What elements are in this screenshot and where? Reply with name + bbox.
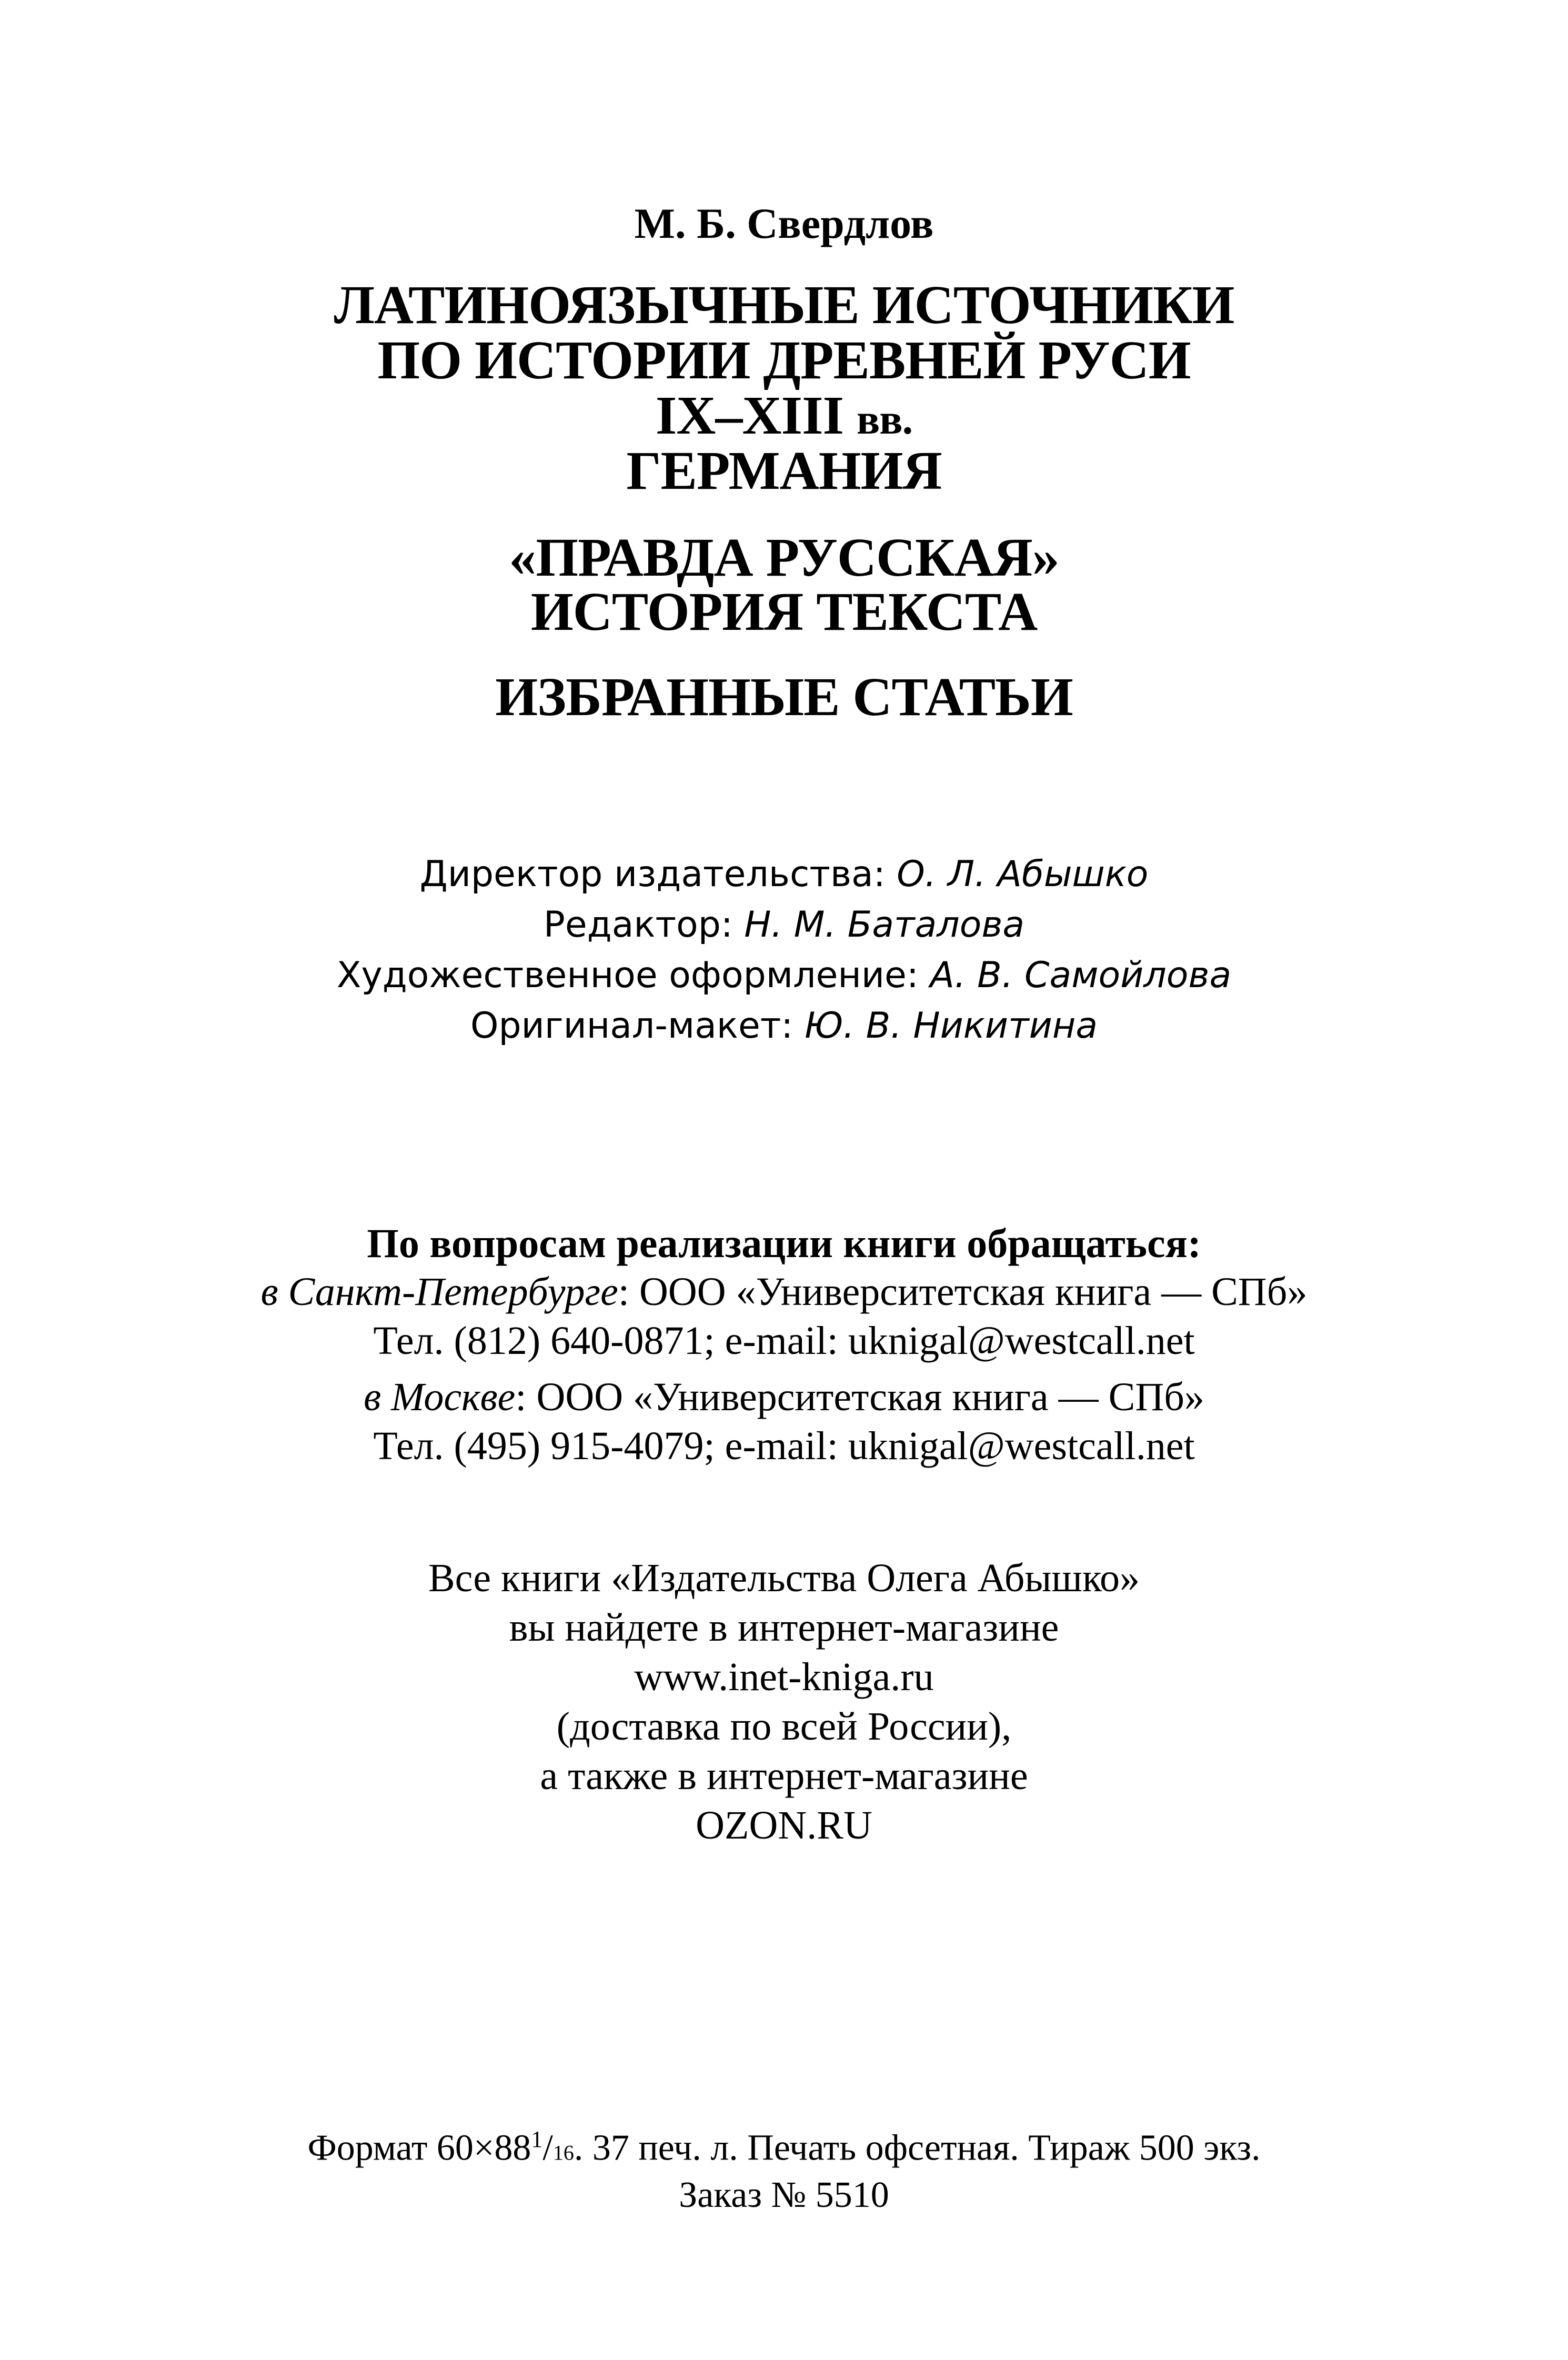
contact-spb-org: [0, 1269, 1568, 1315]
contact-organization: : ООО «Университетская книга — СПб»: [515, 1375, 1204, 1419]
promo-line-1: Все книги «Издательства Олега Абышко»: [428, 1556, 1140, 1600]
author-name: М. Б. Свердлов: [634, 199, 934, 247]
imprint-order-number: Заказ № 5510: [679, 2175, 889, 2215]
credit-role: Директор издательства:: [419, 853, 897, 895]
title2-line-1: «ПРАВДА РУССКАЯ»: [509, 527, 1059, 588]
credit-person: О. Л. Абышко: [897, 853, 1149, 895]
promo-line-4: (доставка по всей России),: [556, 1704, 1012, 1749]
title3-line: ИЗБРАННЫЕ СТАТЬИ: [495, 667, 1073, 727]
format-slash: /: [542, 2127, 553, 2168]
title-line-4: ГЕРМАНИЯ: [626, 440, 942, 501]
promo-line-2: вы найдете в интернет-магазине: [509, 1605, 1059, 1650]
credit-role: Редактор:: [543, 904, 745, 946]
contact-moscow-org: [0, 1374, 1568, 1420]
promo-line-5: а также в интернет-магазине: [540, 1754, 1028, 1798]
contact-city: в Санкт-Петербурге: [260, 1270, 618, 1314]
format-details: . 37 печ. л. Печать офсетная. Тираж 500 экз.: [574, 2127, 1261, 2168]
promo-ozon: OZON.RU: [696, 1803, 872, 1847]
credit-role: Художественное оформление:: [336, 955, 930, 996]
credit-layout: [0, 1005, 1568, 1047]
credit-art-design: [0, 955, 1568, 996]
title-line-2: ПО ИСТОРИИ ДРЕВНЕЙ РУСИ: [377, 330, 1191, 390]
format-prefix: Формат 60×88: [307, 2127, 531, 2168]
format-denominator: 16: [552, 2141, 574, 2165]
credit-director: [0, 853, 1568, 895]
credit-editor: [0, 904, 1568, 946]
title-century-suffix: вв.: [857, 395, 913, 443]
imprint-format: [0, 2126, 1568, 2169]
title2-line-2: ИСТОРИЯ ТЕКСТА: [530, 581, 1038, 642]
title-century-range: IX–XIII: [655, 385, 844, 446]
title-line-1: ЛАТИНОЯЗЫЧНЫЕ ИСТОЧНИКИ: [334, 275, 1234, 335]
contact-moscow-phone: Тел. (495) 915-4079; e-mail: uknigal@westcall.net: [373, 1424, 1195, 1468]
credit-person: А. В. Самойлова: [930, 955, 1232, 996]
contact-organization: : ООО «Университетская книга — СПб»: [618, 1270, 1308, 1314]
contacts-heading: По вопросам реализации книги обращаться:: [367, 1220, 1201, 1266]
credit-person: Ю. В. Никитина: [804, 1005, 1098, 1047]
format-numerator: 1: [531, 2126, 543, 2152]
promo-website: www.inet-kniga.ru: [634, 1655, 934, 1699]
credit-person: Н. М. Баталова: [744, 904, 1025, 946]
title-line-3: [0, 384, 1568, 447]
contact-city: в Москве: [364, 1375, 516, 1419]
credit-role: Оригинал-макет:: [470, 1005, 805, 1047]
contact-spb-phone: Тел. (812) 640-0871; e-mail: uknigal@westcall.net: [373, 1319, 1195, 1363]
